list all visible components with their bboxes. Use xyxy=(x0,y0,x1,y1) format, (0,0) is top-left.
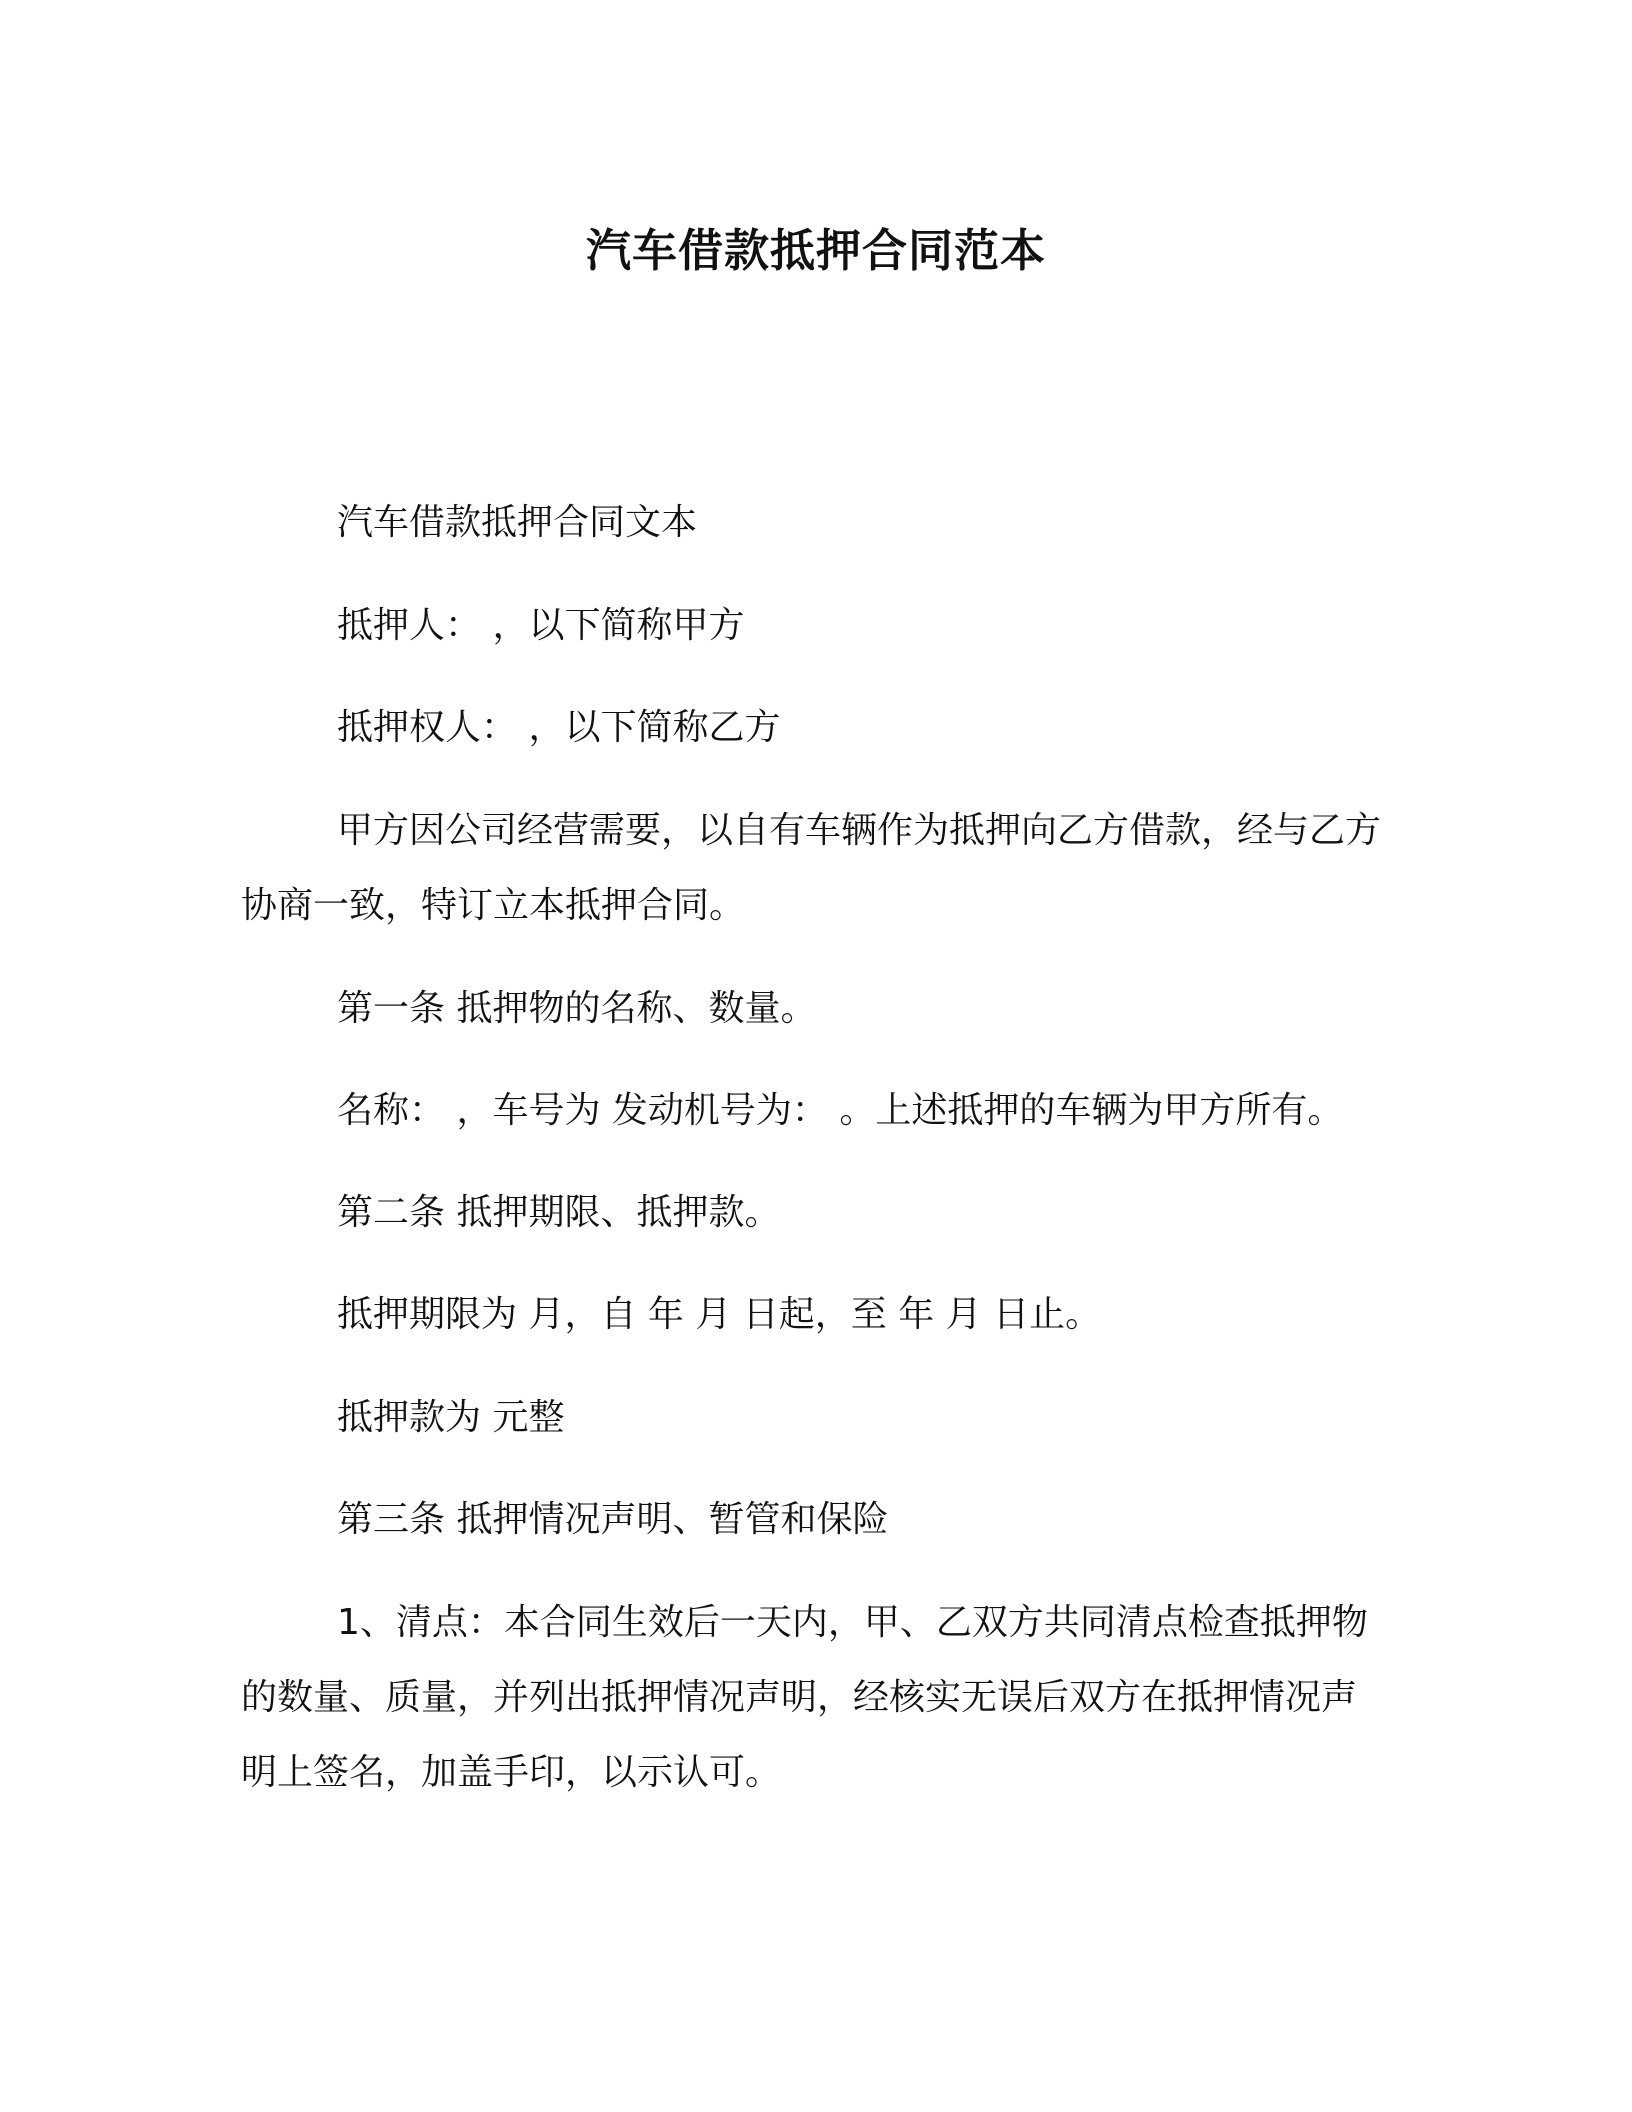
paragraph-preamble: 甲方因公司经营需要，以自有车辆作为抵押向乙方借款，经与乙方协商一致，特订立本抵押合同。 xyxy=(241,810,1382,926)
paragraph-article-1: 第一条 抵押物的名称、数量。 xyxy=(337,988,817,1029)
paragraph-article-3: 第三条 抵押情况声明、暂管和保险 xyxy=(337,1499,889,1540)
document-title: 汽车借款抵押合同范本 xyxy=(585,224,1046,277)
paragraph-inventory: 1、清点：本合同生效后一天内，甲、乙双方共同清点检查抵押物的数量、质量，并列出抵押情况声明，经核实无误后双方在抵押情况声明上签名，加盖手印，以示认可。 xyxy=(241,1602,1368,1793)
paragraph-mortgagee: 抵押权人： ，以下简称乙方 xyxy=(337,707,781,748)
paragraph-term: 抵押期限为 月，自 年 月 日起，至 年 月 日止。 xyxy=(337,1294,1102,1335)
paragraph-article-2: 第二条 抵押期限、抵押款。 xyxy=(337,1192,781,1233)
paragraph-subtitle: 汽车借款抵押合同文本 xyxy=(337,502,698,543)
paragraph-mortgagor: 抵押人： ，以下简称甲方 xyxy=(337,605,745,646)
paragraph-amount: 抵押款为 元整 xyxy=(337,1397,565,1438)
paragraph-collateral-name: 名称： ，车号为 发动机号为： 。上述抵押的车辆为甲方所有。 xyxy=(337,1090,1344,1131)
